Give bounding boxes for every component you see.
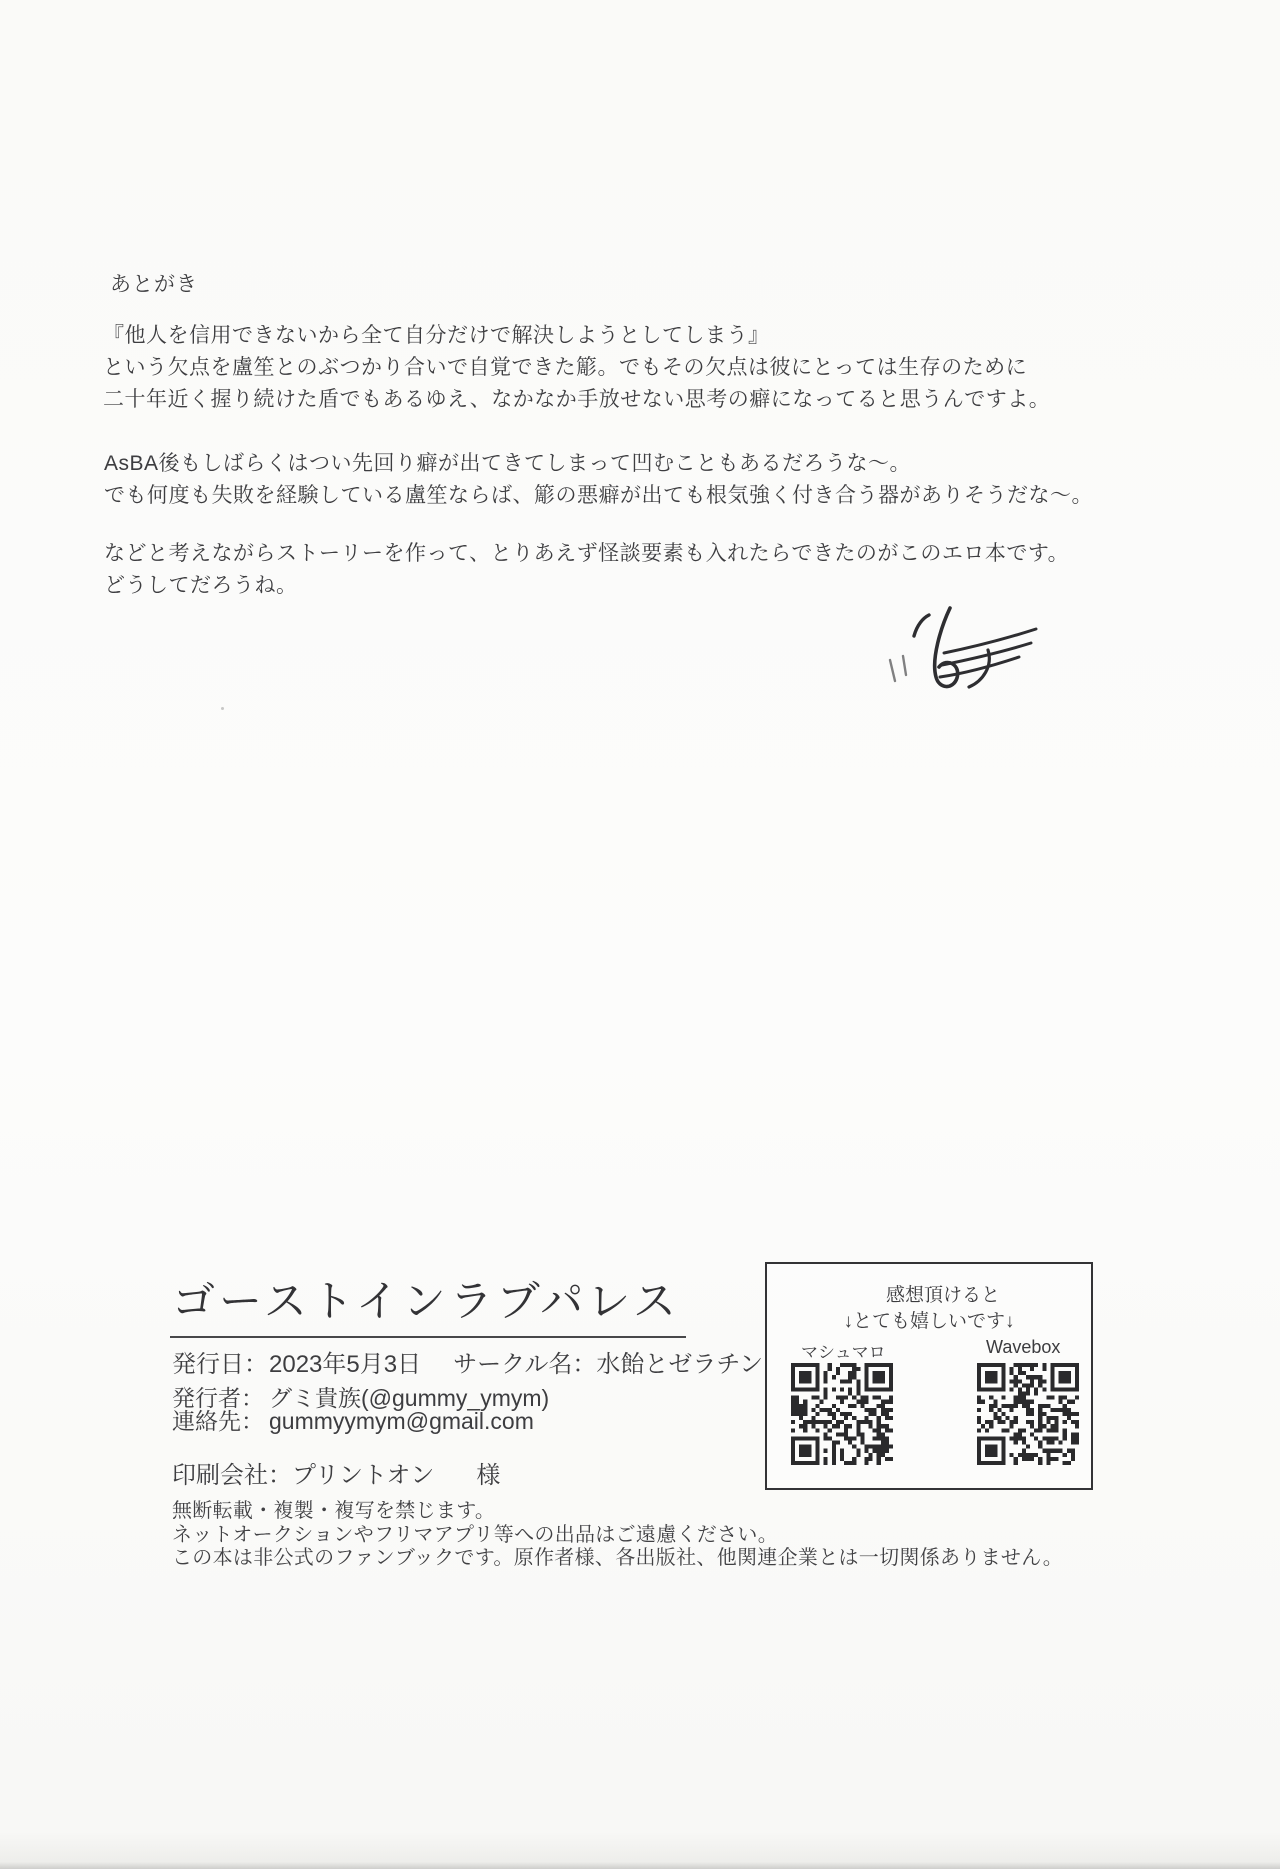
wavebox-label: Wavebox xyxy=(986,1337,1061,1357)
printer-label: 印刷会社： xyxy=(172,1462,292,1489)
contact-email: gummyymym@gmail.com xyxy=(269,1408,534,1434)
publisher-value: グミ貴族(@gummy_ymym) xyxy=(269,1385,550,1411)
afterword-paragraph-1 xyxy=(103,320,1050,416)
marshmallow-label: マシュマロ xyxy=(801,1343,886,1362)
afterword-paragraph-2 xyxy=(104,448,1093,512)
book-title: ゴーストインラブパレス xyxy=(170,1268,686,1338)
scan-speck xyxy=(221,707,224,710)
afterword-line: AsBA後もしばらくはつい先回り癖が出てきてしまって凹むこともあるだろうな～。 xyxy=(104,452,912,475)
afterword-paragraph-3 xyxy=(104,538,1069,602)
printer-row xyxy=(172,1455,500,1490)
publish-date-row xyxy=(172,1344,763,1379)
publish-date-value: 2023年5月3日 xyxy=(269,1351,422,1378)
feedback-heading-line2: ↓とても嬉しいです↓ xyxy=(843,1311,1015,1332)
afterword-line: どうしてだろうね。 xyxy=(104,574,298,597)
afterword-line: 二十年近く握り続けた盾でもあるゆえ、なかなか手放せない思考の癖になってると思うんですよ。 xyxy=(103,388,1051,411)
publish-date-label: 発行日： xyxy=(172,1351,268,1378)
publisher-contact-rows xyxy=(172,1387,549,1433)
printer-value: プリントオン xyxy=(292,1462,435,1489)
afterword-line: という欠点を盧笙とのぶつかり合いで自覚できた簓。でもその欠点は彼にとっては生存のために xyxy=(103,356,1028,379)
contact-row xyxy=(172,1410,549,1433)
printer-honorific: 様 xyxy=(476,1462,501,1489)
publisher-row xyxy=(172,1387,549,1410)
publisher-label: 発行者： xyxy=(172,1385,264,1411)
wavebox-qr-code xyxy=(977,1363,1079,1465)
legal-notices xyxy=(172,1500,1063,1571)
afterword-heading: あとがき xyxy=(110,273,198,296)
notice-line: 無断転載・複製・複写を禁じます。 xyxy=(172,1500,496,1522)
afterword-line: でも何度も失敗を経験している盧笙ならば、簓の悪癖が出ても根気強く付き合う器がありそうだな～。 xyxy=(104,484,1093,507)
notice-line: この本は非公式のファンブックです。原作者様、各出版社、他関連企業とは一切関係ありません。 xyxy=(172,1547,1063,1569)
circle-name: サークル名：水飴とゼラチン xyxy=(453,1351,764,1378)
notice-line: ネットオークションやフリマアプリ等への出品はご遠慮ください。 xyxy=(172,1523,778,1546)
marshmallow-qr-code xyxy=(791,1363,893,1465)
afterword-line: などと考えながらストーリーを作って、とりあえず怪談要素も入れたらできたのがこのエロ本です。 xyxy=(104,542,1070,565)
author-signature xyxy=(872,596,1047,714)
feedback-heading-line1: 感想頂けると xyxy=(885,1285,1000,1306)
contact-label: 連絡先： xyxy=(172,1408,264,1434)
afterword-line: 『他人を信用できないから全て自分だけで解決しようとしてしまう』 xyxy=(103,324,770,347)
feedback-qr-box xyxy=(765,1262,1093,1490)
